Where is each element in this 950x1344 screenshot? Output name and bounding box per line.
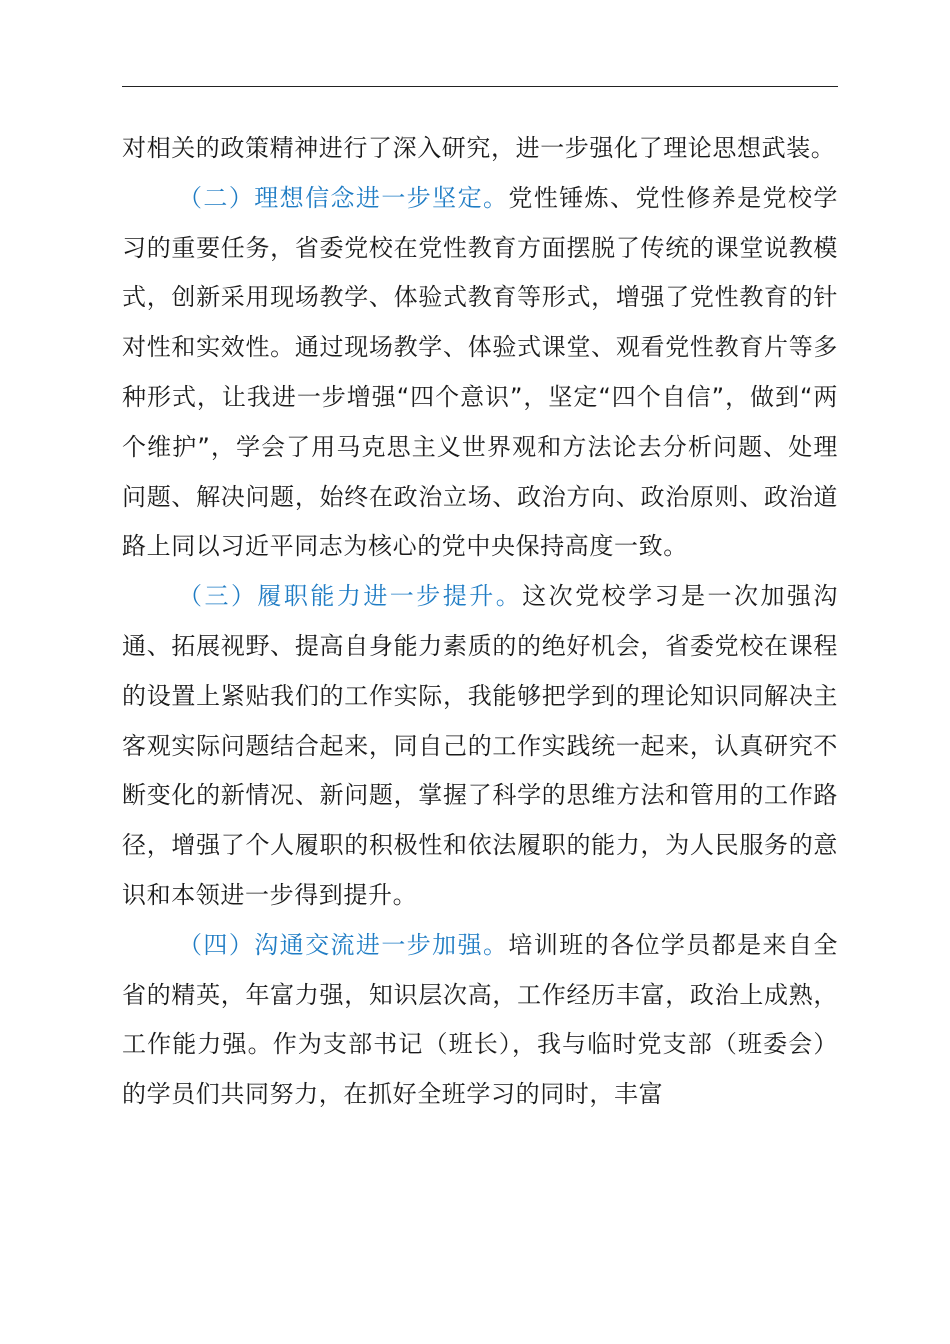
- section-heading-2: （二）理想信念进一步坚定。: [178, 183, 509, 212]
- header-rule: [122, 86, 838, 87]
- paragraph-2: [122, 174, 838, 572]
- paragraph-1: [122, 124, 838, 174]
- paragraph-3-text: 这次党校学习是一次加强沟通、拓展视野、提高自身能力素质的的绝好机会，省委党校在课程的设置上紧贴我们的工作实际，我能够把学到的理论知识同解决主客观实际问题结合起来，同自己的工作实践统一起来，认真研究不断变化的新情况、新问题，掌握了科学的思维方法和管用的工作路径，增强了个人履职的积极性和依法履职的能力，为人民服务的意识和本领进一步得到提升。: [122, 582, 838, 909]
- document-body: [122, 124, 838, 1120]
- paragraph-1-text: 对相关的政策精神进行了深入研究，进一步强化了理论思想武装。: [122, 134, 836, 162]
- paragraph-4: [122, 921, 838, 1120]
- paragraph-4-text: 培训班的各位学员都是来自全省的精英，年富力强，知识层次高，工作经历丰富，政治上成熟，工作能力强。作为支部书记（班长），我与临时党支部（班委会）的学员们共同努力，在抓好全班学习的同时，丰富: [122, 930, 838, 1109]
- section-heading-4: （四）沟通交流进一步加强。: [178, 930, 509, 959]
- paragraph-2-text: 党性锤炼、党性修养是党校学习的重要任务，省委党校在党性教育方面摆脱了传统的课堂说教模式，创新采用现场教学、体验式教育等形式，增强了党性教育的针对性和实效性。通过现场教学、体验式课堂、观看党性教育片等多种形式，让我进一步增强“四个意识”，坚定“四个自信”，做到“两个维护”，学会了用马克思主义世界观和方法论去分析问题、处理问题、解决问题，始终在政治立场、政治方向、政治原则、政治道路上同以习近平同志为核心的党中央保持高度一致。: [122, 183, 838, 561]
- paragraph-3: [122, 572, 838, 921]
- section-heading-3: （三）履职能力进一步提升。: [178, 582, 523, 611]
